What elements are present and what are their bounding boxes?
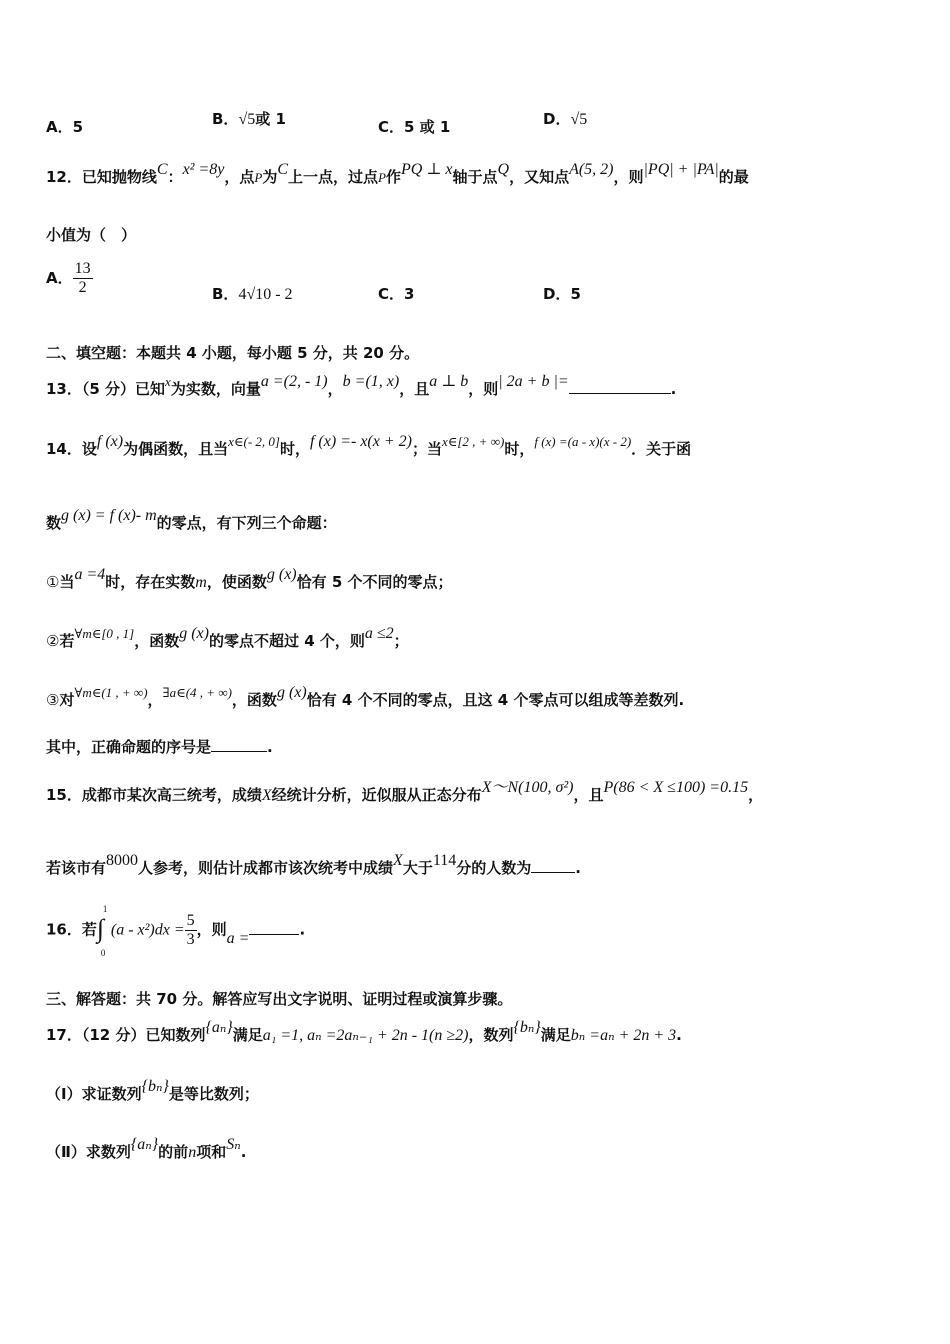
- q14-stem-line1: 14．设f (x)为偶函数，且当x∈(- 2, 0]时，f (x) =- x(x + 2)；当x∈[2 , + ∞)时，f (x) =(a - x)(x - 2)．关于函: [46, 433, 692, 458]
- section3-heading: 三、解答题：共 70 分。解答应写出文字说明、证明过程或演算步骤。: [46, 990, 513, 1008]
- q17-part-1: （Ⅰ）求证数列{bₙ}是等比数列；: [46, 1078, 259, 1103]
- q15-stem-line1: 15．成都市某次高三统考，成绩X经统计分析，近似服从正态分布X～N(100, σ²)，且P(86 < X ≤100) =0.15，: [46, 779, 764, 804]
- q12-option-a: A． $\frac{13}{2}$: [46, 260, 91, 296]
- sqrt-5: √5: [570, 111, 588, 128]
- answer-blank: [249, 934, 299, 935]
- fraction-5-over-3: $\frac{5}{3}$: [186, 911, 195, 948]
- q14-stem-line2: 数g (x) = f (x)- m的零点，有下列三个命题：: [46, 507, 337, 532]
- q14-conclusion: 其中，正确命题的序号是 .: [46, 738, 273, 756]
- q12-option-d: D．5: [543, 285, 581, 303]
- q11-option-b: B．√5或 1: [212, 110, 286, 128]
- q12-stem-line1: 12．已知抛物线C：x² =8y，点P为C上一点，过点P作PQ ⊥ x轴于点Q，又知点A(5, 2)，则|PQ| + |PA|的最: [46, 161, 749, 186]
- answer-blank: [531, 872, 575, 873]
- q13-stem: 13．（5 分）已知x为实数，向量a =(2, - 1)，b =(1, x)，且a ⊥ b，则| 2a + b |= .: [46, 373, 677, 398]
- answer-blank: [569, 393, 671, 394]
- q12-stem-line2: 小值为（ ）: [46, 226, 137, 244]
- q12-option-b: B．4√10 - 2: [212, 285, 293, 303]
- answer-blank: [211, 751, 267, 752]
- integral-sign: ∫ 1 0: [96, 904, 108, 958]
- q11-option-d: D．√5: [543, 110, 588, 128]
- q14-statement-2: ②若∀m∈[0 , 1]，函数g (x)的零点不超过 4 个，则a ≤2；: [46, 625, 409, 650]
- q17-stem: 17．（12 分）已知数列{aₙ}满足a₁ =1, aₙ =2aₙ₋₁ + 2n - 1(n ≥2)，数列{bₙ}满足bₙ =aₙ + 2n + 3.: [46, 1019, 682, 1044]
- q12-option-c: C．3: [378, 285, 415, 303]
- q11-option-c: C．5 或 1: [378, 118, 451, 136]
- q17-part-2: （Ⅱ）求数列{aₙ}的前n项和Sₙ.: [46, 1136, 247, 1161]
- section2-heading: 二、填空题：本题共 4 小题，每小题 5 分，共 20 分。: [46, 344, 420, 362]
- q11-option-a: A．5: [46, 118, 84, 136]
- q16-stem: 16．若 ∫ 1 0 (a - x²)dx = $\frac{5}{3}$ ，则a = .: [46, 904, 306, 958]
- sqrt-5: √5: [238, 111, 256, 128]
- q15-stem-line2: 若该市有8000人参考，则估计成都市该次统考中成绩X大于114分的人数为 .: [46, 852, 581, 877]
- fraction-13-over-2: $\frac{13}{2}$: [74, 260, 91, 296]
- q14-statement-1: ①当a =4时，存在实数m，使函数g (x)恰有 5 个不同的零点；: [46, 566, 453, 591]
- q14-statement-3: ③对∀m∈(1 , + ∞)，∃a∈(4 , + ∞)，函数g (x)恰有 4 个不同的零点，且这 4 个零点可以组成等差数列.: [46, 684, 685, 709]
